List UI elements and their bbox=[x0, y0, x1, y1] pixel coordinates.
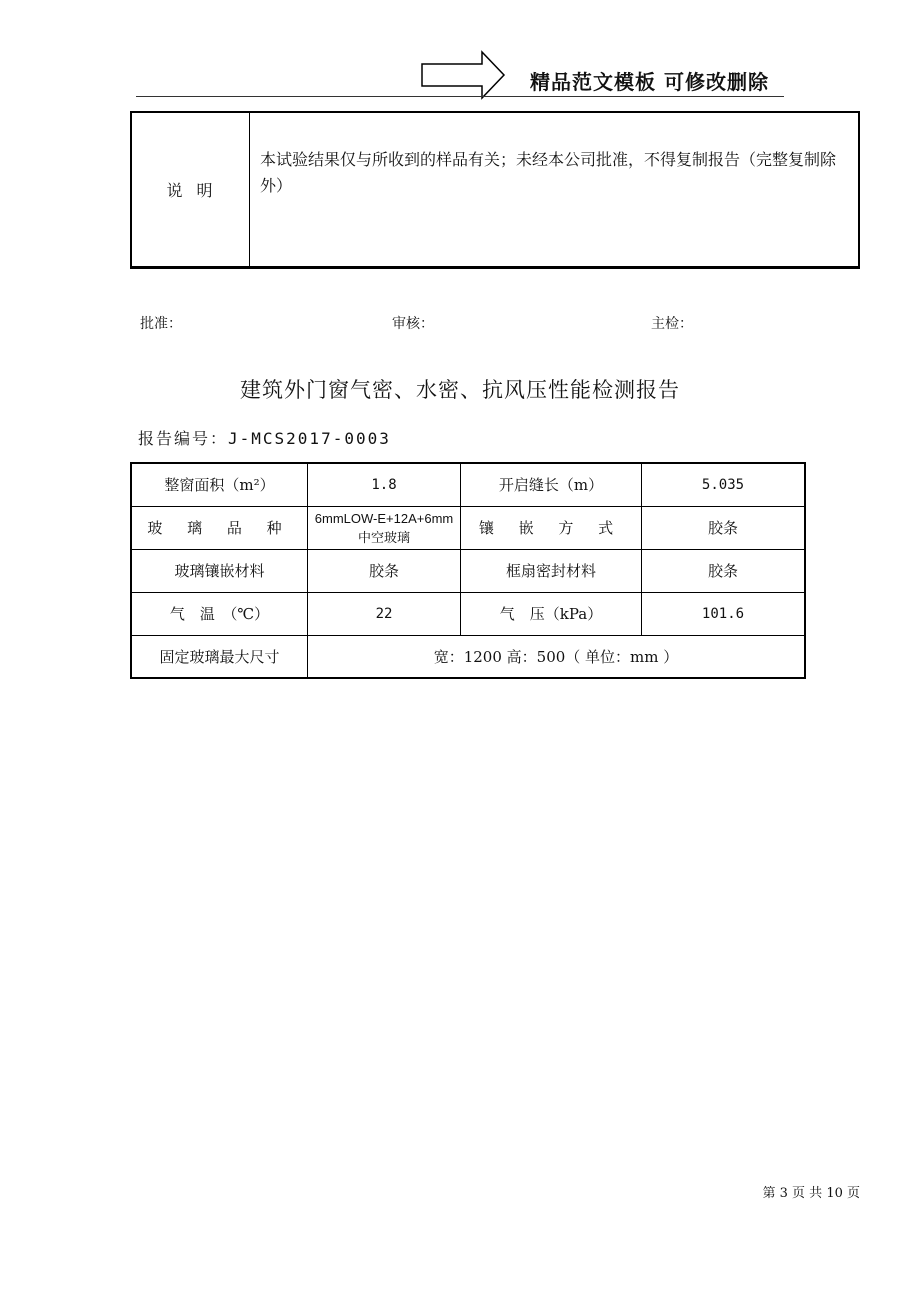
header-banner: 精品范文模板 可修改删除 bbox=[530, 70, 769, 94]
header-divider bbox=[136, 96, 784, 97]
inspector-label: 主检： bbox=[651, 316, 693, 332]
review-label: 审核： bbox=[392, 316, 434, 332]
table-cell: 玻璃镶嵌材料 bbox=[131, 549, 308, 592]
table-cell: 固定玻璃最大尺寸 bbox=[131, 635, 308, 678]
report-title: 建筑外门窗气密、水密、抗风压性能检测报告 bbox=[240, 378, 680, 402]
specimen-info-table bbox=[130, 462, 806, 679]
table-cell: 气 压（kPa） bbox=[461, 592, 642, 635]
table-row bbox=[131, 463, 805, 506]
approve-label: 批准： bbox=[140, 316, 182, 332]
table-cell: 5.035 bbox=[642, 463, 806, 506]
table-row bbox=[131, 635, 805, 678]
table-cell: 玻 璃 品 种 bbox=[131, 506, 308, 549]
table-cell: 镶 嵌 方 式 bbox=[461, 506, 642, 549]
table-row bbox=[131, 592, 805, 635]
table-cell: 框扇密封材料 bbox=[461, 549, 642, 592]
table-cell: 1.8 bbox=[308, 463, 461, 506]
table-cell: 22 bbox=[308, 592, 461, 635]
right-arrow-icon bbox=[420, 50, 506, 100]
page-number: 第 3 页 共 10 页 bbox=[762, 1186, 860, 1201]
table-cell: 开启缝长（m） bbox=[461, 463, 642, 506]
table-cell: 胶条 bbox=[308, 549, 461, 592]
notes-box bbox=[130, 111, 860, 269]
table-row bbox=[131, 506, 805, 549]
notes-content: 本试验结果仅与所收到的样品有关；未经本公司批准，不得复制报告（完整复制除外） bbox=[260, 150, 837, 195]
table-cell: 101.6 bbox=[642, 592, 806, 635]
notes-label: 说明 bbox=[132, 113, 250, 266]
table-cell: 胶条 bbox=[642, 549, 806, 592]
table-row bbox=[131, 549, 805, 592]
report-number: 报告编号：J-MCS2017-0003 bbox=[138, 429, 391, 448]
table-cell: 宽：1200 高：500（ 单位：mm ） bbox=[308, 635, 806, 678]
table-cell: 6mmLOW-E+12A+6mm 中空玻璃 bbox=[308, 506, 461, 549]
table-cell: 胶条 bbox=[642, 506, 806, 549]
table-cell: 整窗面积（m²） bbox=[131, 463, 308, 506]
table-cell: 气 温 （℃） bbox=[131, 592, 308, 635]
